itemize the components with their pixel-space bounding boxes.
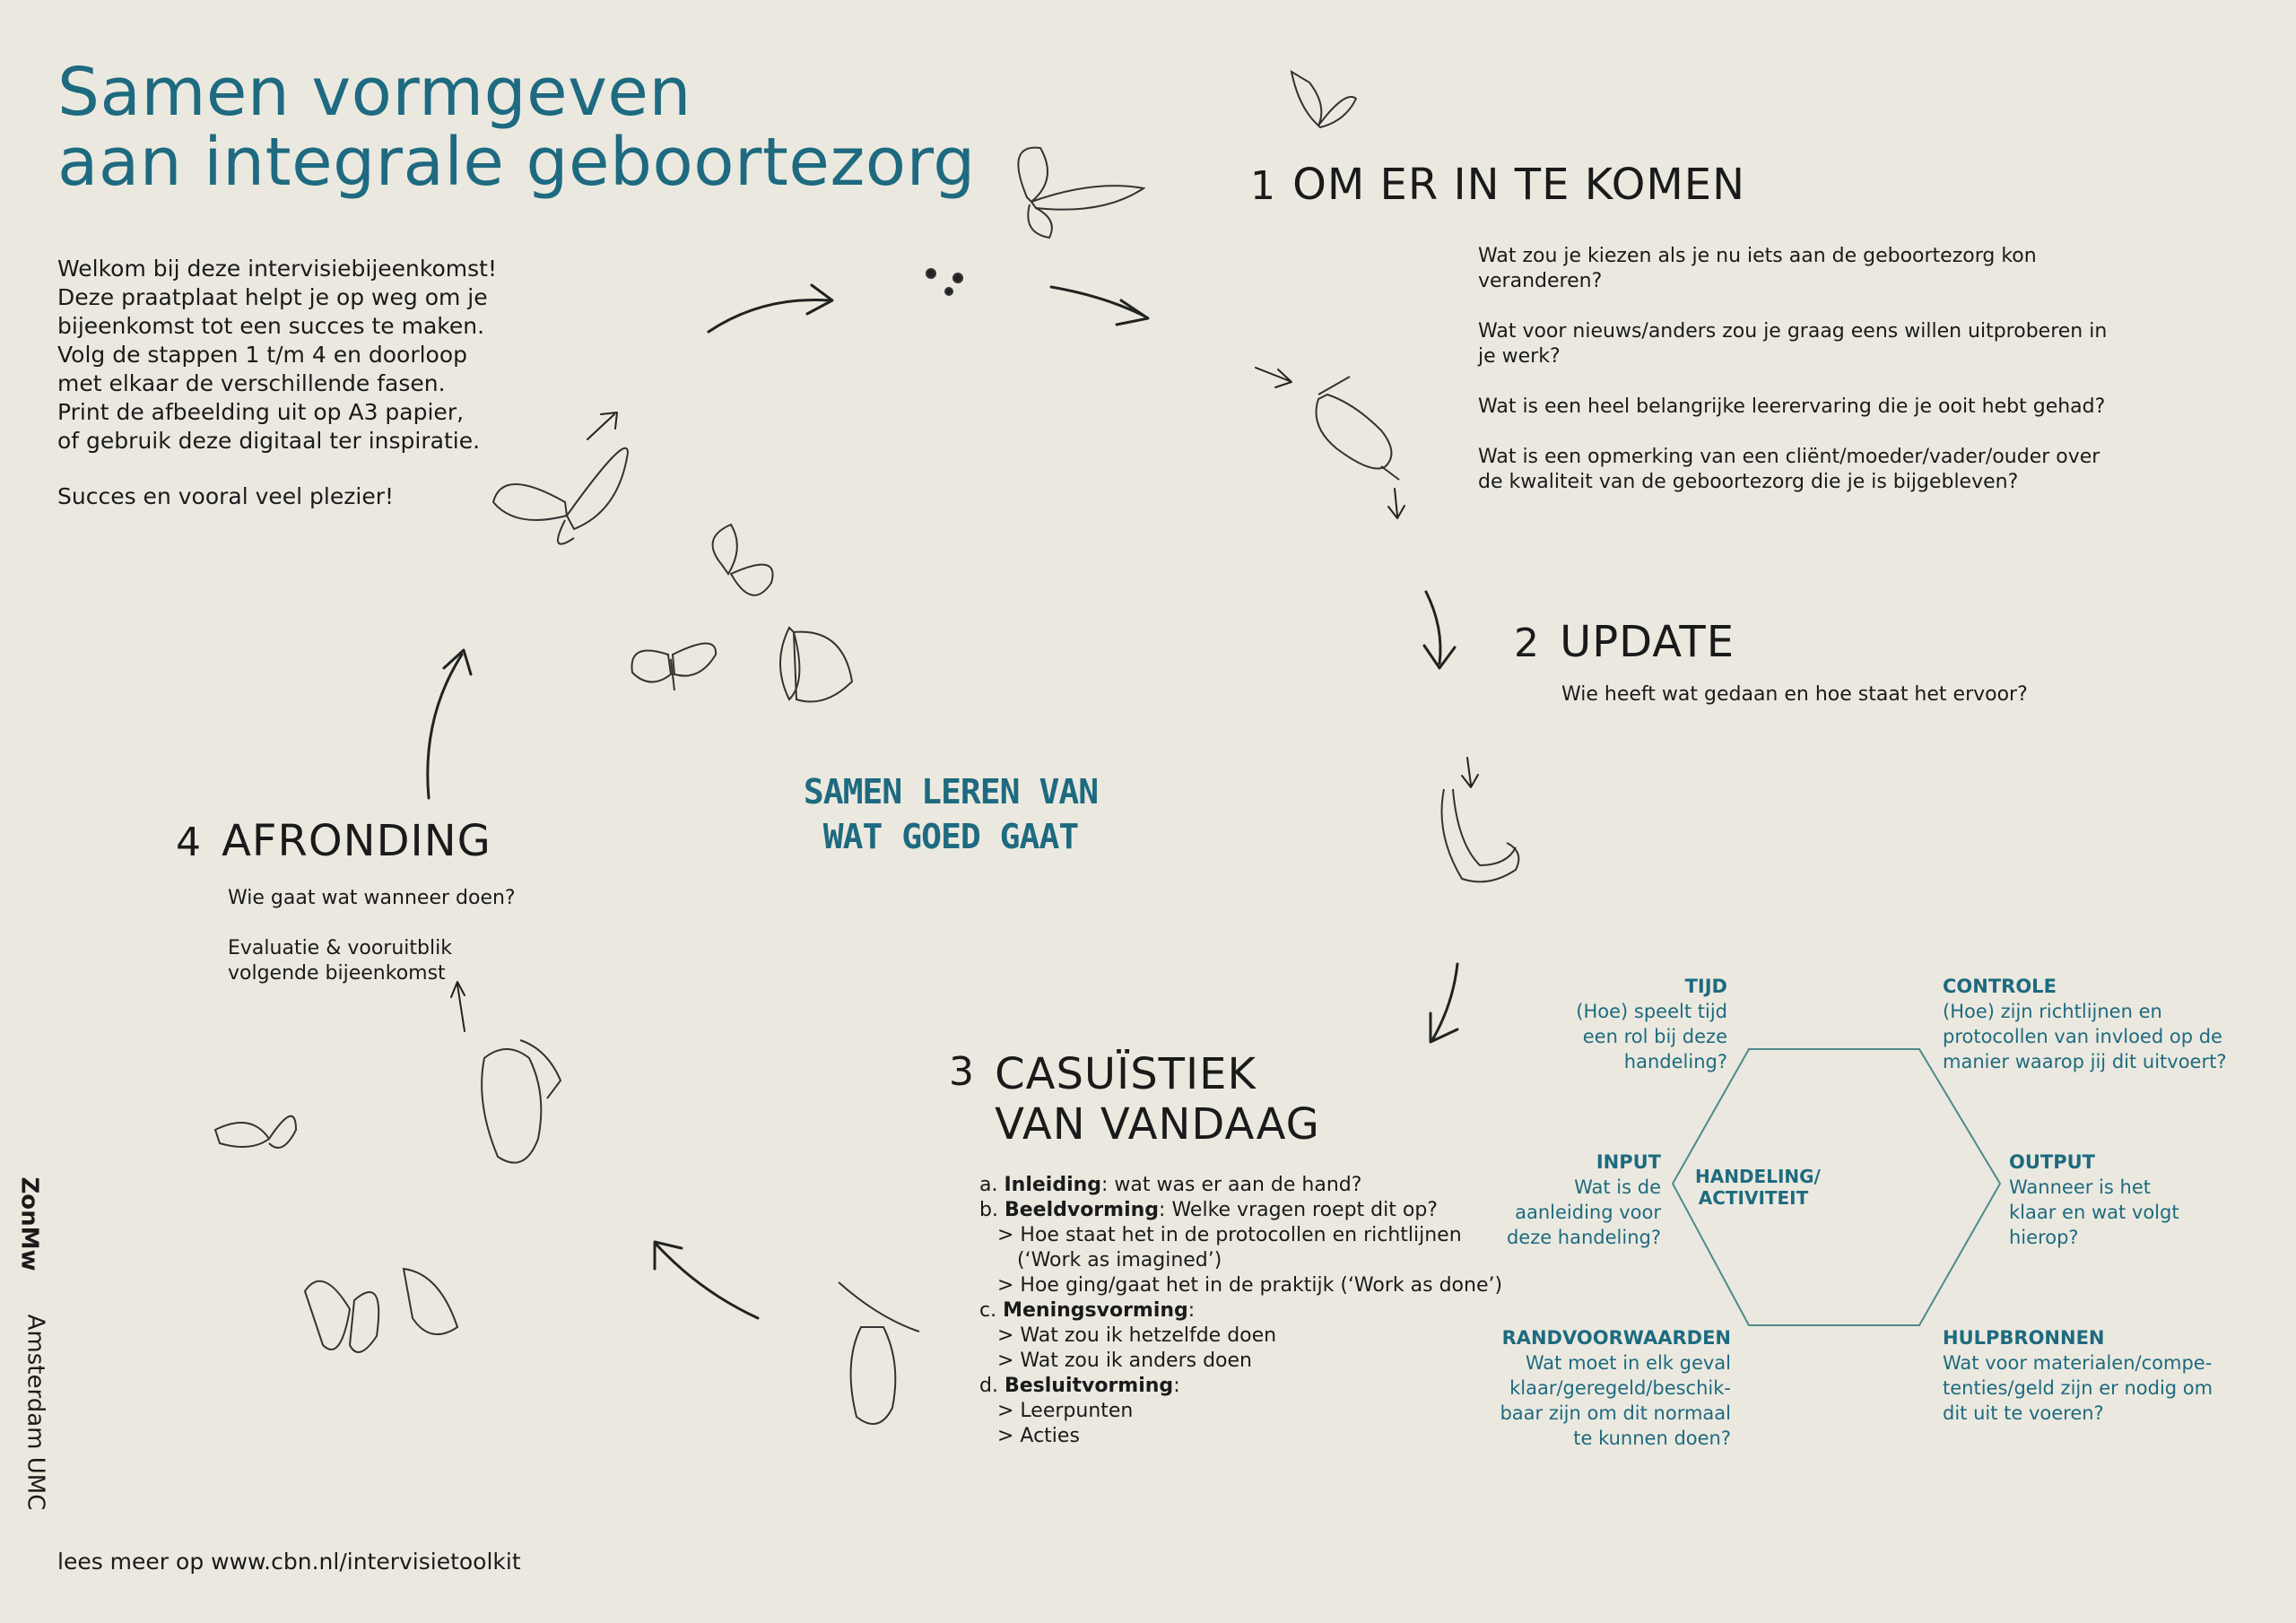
step-title: OM ER IN TE KOMEN [1292,160,1745,210]
list-item: > Hoe ging/gaat het in de praktijk (‘Work as done’) [997,1274,1503,1297]
question: Wat is een opmerking van een cliënt/moeder/vader/ouder over de kwaliteit van de geboortezorg die je is bijgebleven? [1478,446,2100,493]
step-title: AFRONDING [222,816,491,866]
list-item: b. Beeldvorming: Welke vragen roept dit op? [979,1199,1438,1221]
hex-hulpbronnen: HULPBRONNEN Wat voor materialen/compe- tenties/geld zijn er nodig om dit uit te voeren? [1943,1327,2213,1424]
step-1-heading [1250,160,1745,210]
step-4-line: Wie gaat wat wanneer doen? [228,887,516,909]
butterfly-icon [713,525,773,595]
list-item: d. Besluitvorming: [979,1375,1180,1397]
title-line-1: Samen vormgeven [57,54,691,131]
step-number: 1 [1250,163,1275,209]
list-item: (‘Work as imagined’) [1017,1249,1222,1271]
hexagon-center: HANDELING/ ACTIVITEIT [1695,1166,1821,1209]
caterpillar-icon [1317,377,1400,480]
intro-line: Deze praatplaat helpt je op weg om je [57,284,488,310]
step-number: 3 [949,1049,974,1095]
question: Wat voor nieuws/anders zou je graag eens willen uitproberen in je werk? [1478,320,2108,368]
arrow-icon [451,982,465,1031]
list-item: > Wat zou ik anders doen [997,1350,1252,1372]
intro-line: Welkom bij deze intervisiebijeenkomst! [57,256,497,282]
title-line-2: aan integrale geboortezorg [57,124,976,201]
list-item: > Acties [997,1425,1080,1447]
hex-output: OUTPUT Wanneer is het klaar en wat volgt hierop? [2009,1151,2179,1248]
arrow-icon [655,1242,758,1318]
intro-line: of gebruik deze digitaal ter inspiratie. [57,428,481,454]
question: Wat is een heel belangrijke leerervaring die je ooit hebt gehad? [1478,395,2106,418]
slogan [771,769,1130,859]
intro-closing: Succes en vooral veel plezier! [57,483,394,509]
step-4-heading [176,816,491,866]
list-item: a. Inleiding: wat was er aan de hand? [979,1174,1362,1196]
list-item: c. Meningsvorming: [979,1299,1196,1322]
arrow-icon [1431,964,1457,1042]
step-number: 2 [1514,621,1539,666]
butterfly-icon [1292,72,1356,127]
question: Wat zou je kiezen als je nu iets aan de geboortezorg kon veranderen? [1478,245,2037,292]
butterfly-icon [1018,148,1144,238]
list-item: > Wat zou ik hetzelfde doen [997,1324,1277,1347]
arrow-icon [1256,368,1292,387]
caterpillar-icon [1442,789,1519,881]
arrow-icon [1051,287,1148,325]
step-title-line: CASUÏSTIEK [995,1049,1257,1099]
arrow-icon [1424,592,1455,668]
hex-controle: CONTROLE (Hoe) zijn richtlijnen en protocollen van invloed op de manier waarop jij dit uitvoert? [1943,976,2227,1072]
step-title-line: VAN VANDAAG [995,1099,1320,1150]
butterfly-icon [305,1269,457,1352]
step-1-questions [1478,244,2124,520]
step-2-heading [1514,617,1735,667]
footer-link[interactable]: lees meer op www.cbn.nl/intervisietoolkit [57,1549,521,1575]
intro-line: met elkaar de verschillende fasen. [57,370,446,396]
arrow-icon [428,650,471,798]
step-4-line: Evaluatie & vooruitblik [228,937,452,959]
zonmw-logo: ZonMw [15,1176,43,1271]
chrysalis-icon [839,1282,919,1424]
hex-input: INPUT Wat is de aanleiding voor deze handeling? [1506,1151,1661,1248]
arrow-icon [587,412,617,439]
step-4-line: volgende bijeenkomst [228,962,446,985]
intro-line: bijeenkomst tot een succes te maken. [57,313,485,339]
step-3-list [979,1173,1502,1449]
arrow-icon [1462,758,1478,787]
step-2-question: Wie heeft wat gedaan en hoe staat het ervoor? [1561,683,2028,706]
slogan-line: SAMEN LEREN VAN [803,772,1099,812]
hex-tijd: TIJD (Hoe) speelt tijd een rol bij deze handeling? [1576,976,1727,1072]
butterfly-icon [493,448,628,544]
step-number: 4 [176,820,201,865]
chrysalis-icon [482,1040,561,1163]
step-3-heading [949,1049,1320,1150]
arrow-icon [709,285,832,332]
list-item: > Hoe staat het in de protocollen en richtlijnen [997,1224,1462,1246]
intro-line: Volg de stappen 1 t/m 4 en doorloop [57,342,468,368]
arrow-icon [1388,489,1405,518]
step-4-text [228,886,516,986]
step-title: UPDATE [1560,617,1735,667]
butterfly-icon [215,1116,296,1148]
list-item: > Leerpunten [997,1400,1134,1422]
intro-line: Print de afbeelding uit op A3 papier, [57,399,465,425]
hex-randvoorwaarden: RANDVOORWAARDEN Wat moet in elk geval klaar/geregeld/beschik- baar zijn om dit normaal te kunnen doen? [1500,1327,1731,1449]
butterfly-icon [632,644,717,691]
slogan-line: WAT GOED GAAT [822,817,1079,856]
amc-logo: Amsterdam UMC [22,1314,49,1511]
butterfly-icon [780,628,852,702]
